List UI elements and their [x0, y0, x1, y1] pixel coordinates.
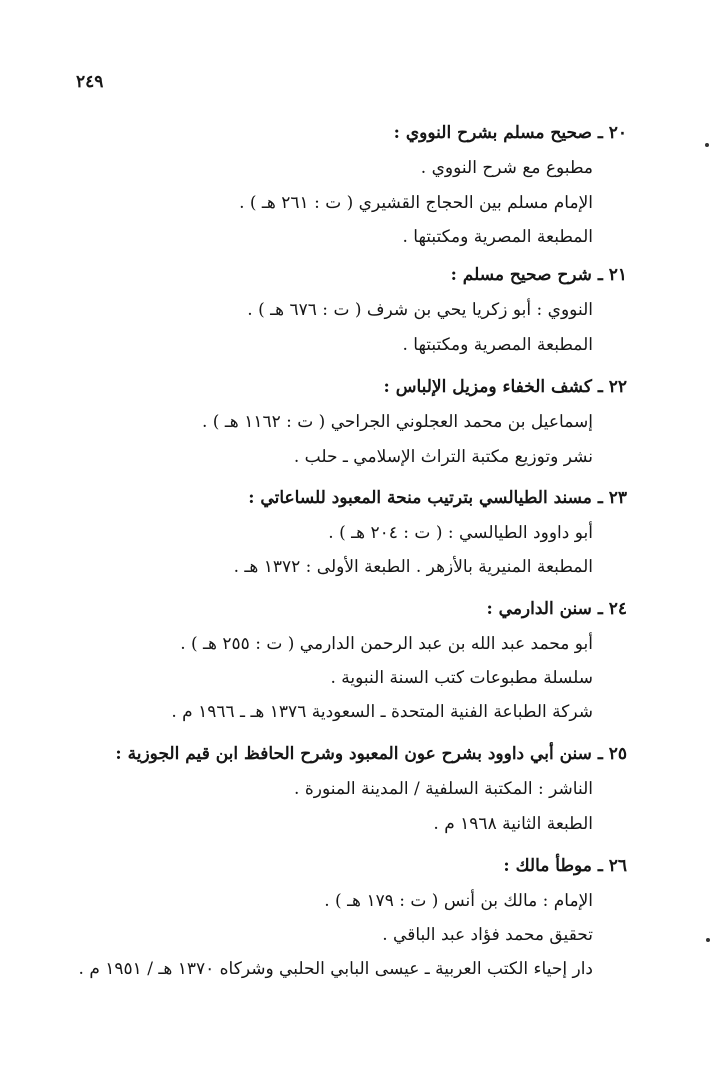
- entry-line: الطبعة الثانية ١٩٦٨ م .: [433, 814, 593, 834]
- entry-line: الإمام : مالك بن أنس ( ت : ١٧٩ هـ ) .: [324, 891, 593, 911]
- entry-line: المطبعة المصرية ومكتبتها .: [402, 227, 593, 247]
- entry-line: نشر وتوزيع مكتبة التراث الإسلامي ـ حلب .: [293, 447, 593, 467]
- entry-line: مطبوع مع شرح النووي .: [420, 158, 593, 178]
- entry-line: المطبعة المنيرية بالأزهر . الطبعة الأولى : ١٣٧٢ هـ .: [233, 557, 593, 577]
- entry-line: سلسلة مطبوعات كتب السنة النبوية .: [330, 668, 593, 688]
- entry-heading: ٢١ ـ شرح صحيح مسلم :: [450, 265, 627, 285]
- entry-line: النووي : أبو زكريا يحي بن شرف ( ت : ٦٧٦ هـ ) .: [247, 300, 593, 320]
- entry-heading: ٢٤ ـ سنن الدارمي :: [486, 599, 627, 619]
- entry-line: أبو محمد عبد الله بن عبد الرحمن الدارمي ( ت : ٢٥٥ هـ ) .: [180, 634, 593, 654]
- entry-line: تحقيق محمد فؤاد عبد الباقي .: [382, 925, 593, 945]
- entry-line: دار إحياء الكتب العربية ـ عيسى البابي الحلبي وشركاه ١٣٧٠ هـ / ١٩٥١ م .: [78, 959, 593, 979]
- entry-heading: ٢٢ ـ كشف الخفاء ومزيل الإلباس :: [383, 377, 627, 397]
- entry-line: الناشر : المكتبة السلفية / المدينة المنورة .: [294, 779, 593, 799]
- entry-line: أبو داوود الطيالسي : ( ت : ٢٠٤ هـ ) .: [328, 523, 593, 543]
- entry-heading: ٢٥ ـ سنن أبي داوود بشرح عون المعبود وشرح الحافظ ابن قيم الجوزية :: [115, 744, 627, 764]
- entry-line: إسماعيل بن محمد العجلوني الجراحي ( ت : ١١٦٢ هـ ) .: [201, 412, 593, 432]
- page-number: ٢٤٩: [76, 72, 104, 92]
- entry-heading: ٢٠ ـ صحيح مسلم بشرح النووي :: [393, 123, 627, 143]
- entry-heading: ٢٣ ـ مسند الطيالسي بترتيب منحة المعبود للساعاتي :: [248, 488, 627, 508]
- margin-speck: [706, 938, 710, 942]
- entry-heading: ٢٦ ـ موطأ مالك :: [503, 856, 627, 876]
- margin-speck: [705, 143, 709, 147]
- entry-line: شركة الطباعة الفنية المتحدة ـ السعودية ١٣٧٦ هـ ـ ١٩٦٦ م .: [171, 702, 593, 722]
- entry-line: الإمام مسلم بين الحجاج القشيري ( ت : ٢٦١ هـ ) .: [239, 193, 593, 213]
- entry-line: المطبعة المصرية ومكتبتها .: [402, 335, 593, 355]
